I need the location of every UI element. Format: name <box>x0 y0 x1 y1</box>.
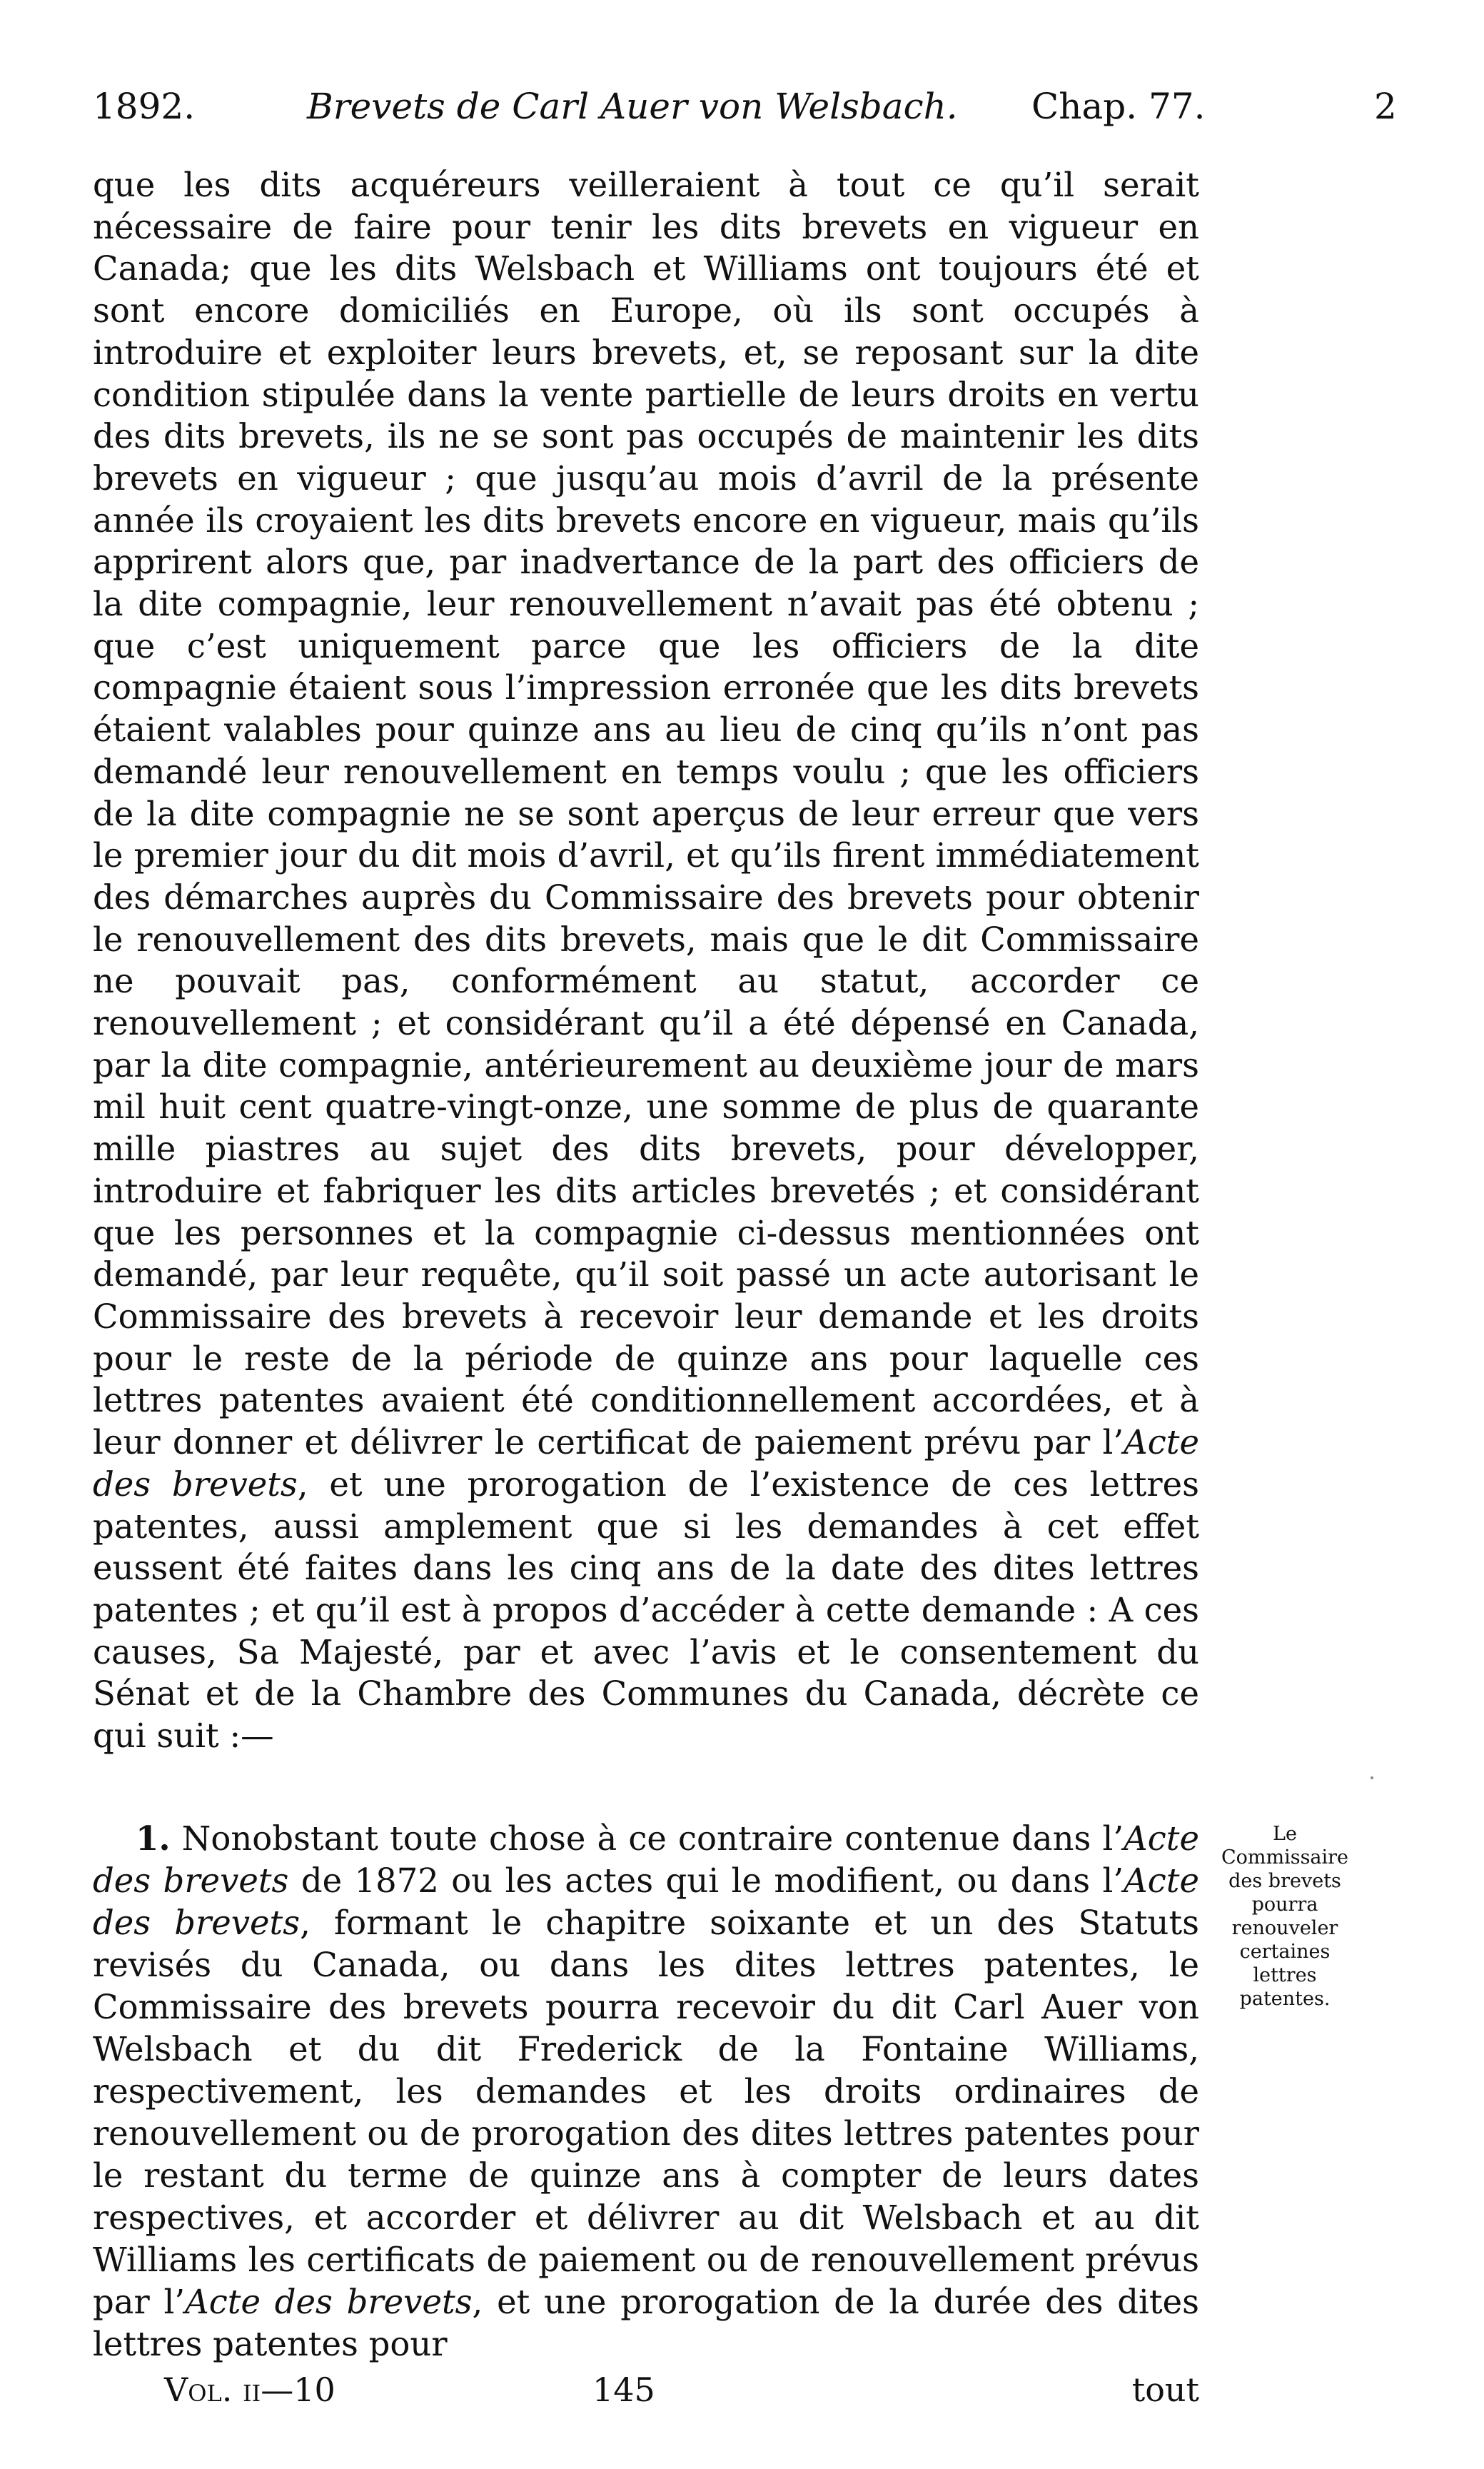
preamble-italic-act: Acte des brevets <box>93 1423 1199 1504</box>
header-year: 1892. <box>93 86 196 127</box>
section-text-1: Nonobstant toute chose à ce contraire contenue dans l’ <box>170 1819 1124 1858</box>
stray-mark <box>1371 1776 1373 1779</box>
marginal-note: Le Commissaire des brevets pourra renouveler certaines lettres patentes. <box>1221 1823 1349 2010</box>
section-number: 1. <box>136 1819 171 1858</box>
footer-page-number: 145 <box>592 2370 655 2409</box>
page-footer <box>93 2370 1199 2413</box>
section-italic-3: Acte des brevets <box>185 2283 473 2321</box>
section-italic-2: Acte des brevets <box>93 1861 1200 1942</box>
header-page-marker: 2 <box>1374 86 1397 127</box>
section-1-paragraph <box>93 1817 1199 2365</box>
preamble-paragraph <box>93 164 1199 1757</box>
preamble-text <box>93 164 1199 1757</box>
section-italic-1: Acte des brevets <box>93 1819 1199 1900</box>
footer-catchword: tout <box>1131 2370 1199 2409</box>
header-chapter: Chap. 77. <box>1031 86 1206 127</box>
footer-volume: Vol. ii—10 <box>164 2370 335 2409</box>
section-text-4: , et une prorogation de la durée des dites lettres patentes pour <box>93 2283 1199 2363</box>
preamble-part1: que les dits acquéreurs veilleraient à tout ce qu’il serait nécessaire de faire pour tenir les dits brevets en vigueur en Canada; que les dits Welsbach et Williams ont toujours été et sont encore domiciliés en Europe, où ils sont occupés à introduire et exploiter leurs brevets, et, se reposant sur la dite condition stipulée dans la vente partielle de leurs droits en vertu des dits brevets, ils ne se sont pas occupés de maintenir les dits brevets en vigueur ; que jusqu’au mois d’avril de la présente année ils croyaient les dits brevets encore en vigueur, mais qu’ils apprirent alors que, par inadvertance de la part des officiers de la dite compagnie, leur renouvellement n’avait pas été obtenu ; que c’est uniquement parce que les officiers de la dite compagnie étaient sous l’impression erronée que les dits brevets étaient valables pour quinze ans au lieu de cinq qu’ils n’ont pas demandé leur renouvellement en temps voulu ; que les officiers de la dite compagnie ne se sont aperçus de leur erreur que vers le premier jour du dit mois d’avril, et qu’ils firent immédiatement des démarches auprès du Commissaire des brevets pour obtenir le renouvellement des dits brevets, mais que le dit Commissaire ne pouvait pas, conformément au statut, accorder ce renouvellement ; et considérant qu’il a été dépensé en Canada, par la dite compagnie, antérieurement au deuxième jour de mars mil huit cent quatre-vingt-onze, une somme de plus de quarante mille piastres au sujet des dits brevets, pour développer, introduire et fabriquer les dits articles brevetés ; et considérant que les personnes et la compagnie ci-dessus mentionnées ont demandé, par leur requête, qu’il soit passé un acte autorisant le Commissaire des brevets à recevoir leur demande et les droits pour le reste de la période de quinze ans pour laquelle ces lettres patentes avaient été conditionnellement accordées, et à leur donner et délivrer le certificat de paiement prévu par l’ <box>93 166 1199 1462</box>
section-text-3: , formant le chapitre soixante et un des Statuts revisés du Canada, ou dans les dites lettres patentes, le Commissaire des brevets pourra recevoir du dit Carl Auer von Welsbach et du dit Frederick de la Fontaine Williams, respectivement, les demandes et les droits ordinaires de renouvellement ou de prorogation des dites lettres patentes pour le restant du terme de quinze ans à compter de leurs dates respectives, et accorder et délivrer au dit Welsbach et au dit Williams les certificats de paiement ou de renouvellement prévus par l’ <box>93 1904 1199 2321</box>
preamble-part2: , et une prorogation de l’existence de ces lettres patentes, aussi amplement que si les demandes à cet effet eussent été faites dans les cinq ans de la date des dites lettres patentes ; et qu’il est à propos d’accéder à cette demande : A ces causes, Sa Majesté, par et avec l’avis et le consentement du Sénat et de la Chambre des Communes du Canada, décrète ce qui suit :— <box>93 1464 1199 1756</box>
section-1 <box>93 1817 1199 2365</box>
section-text-2: de 1872 ou les actes qui le modifient, ou dans l’ <box>288 1861 1124 1900</box>
running-header <box>93 86 1399 136</box>
header-title: Brevets de Carl Auer von Welsbach. <box>307 86 958 127</box>
